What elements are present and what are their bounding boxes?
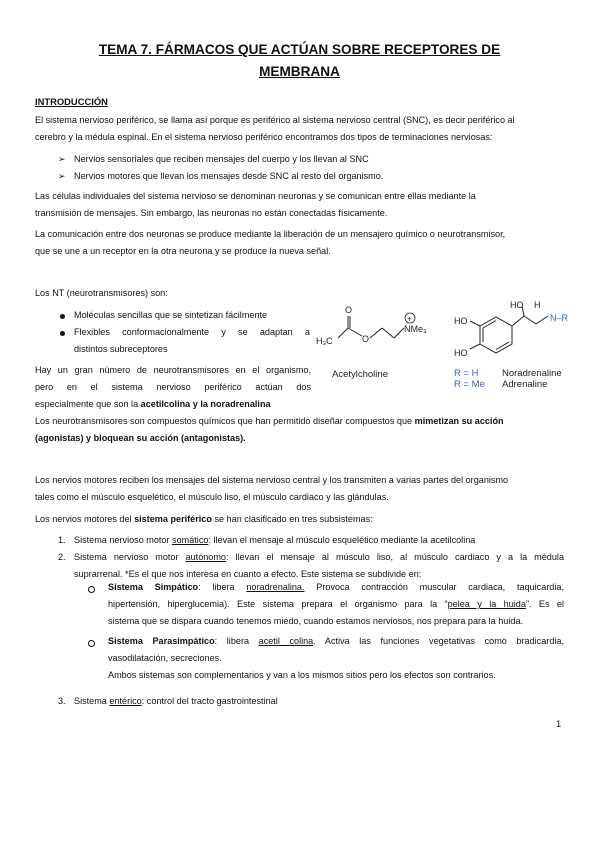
sympathetic-system: Sistema Simpático: libera noradrenalina. Provoca contracción muscular cardiaca, taquicardia, hipertensión, hiperglucemia). Este sistema prepara el organismo para la “pelea y la huida”. Es el sistema que se dispara cuando tenemos miedo, cuando estamos nerviosos, nos prepara para la huida. <box>108 582 564 626</box>
hydrogen-label: H <box>534 300 541 310</box>
page-title-line-1: TEMA 7. FÁRMACOS QUE ACTÚAN SOBRE RECEPTORES DE <box>98 42 501 57</box>
intro-paragraph-1: El sistema nervioso periférico, se llama así porque es periférico al sistema nervioso central (SNC), es decir periférico al cerebro y la médula espinal. En el sistema nervioso periférico encontramos dos tipos de terminaciones nerviosas: <box>35 115 515 142</box>
r-equals-h-label: R = H <box>454 368 479 379</box>
nt-lead: Los NT (neurotransmisores) son: <box>35 288 168 298</box>
ach-plus-label: + <box>407 314 412 324</box>
circle-bullet-icon <box>88 586 95 593</box>
parasympathetic-system: Sistema Parasimpático: libera acetil colina. Activa las funciones vegetativas como bradicardia, vasodilatación, secreciones. Ambos sistemas son complementarios y van a los mismos sitios pero los efectos son contrarios. <box>108 636 564 680</box>
acetylcholine-label: Acetylcholine <box>332 369 388 380</box>
intro-paragraph-2: Las células individuales del sistema nervioso se denominan neuronas y se comunican entre ellas mediante la transmisión de mensajes. Sin embargo, las neuronas no están conectadas físicamente. <box>35 191 476 218</box>
page-number: 1 <box>556 718 562 729</box>
ach-h3c-label: H₃C <box>316 336 333 346</box>
catechol-ho-bottom: HO <box>454 348 468 358</box>
motor-paragraph-2: Los nervios motores del sistema periférico se han clasificado en tres subsistemas: <box>35 514 373 524</box>
bullet-motor: Nervios motores que llevan los mensajes desde SNC al resto del organismo. <box>74 171 384 181</box>
r-equals-me-label: R = Me <box>454 379 485 390</box>
ach-o-label-top: O <box>345 305 353 315</box>
bullet-sensory: Nervios sensoriales que reciben mensajes del cuerpo y los llevan al SNC <box>74 154 369 164</box>
nt-paragraph-agonists: Los neurotransmisores son compuestos químicos que han permitido diseñar compuestos que mimetizan su acción (agonistas) y bloquean su acción (antagonistas). <box>35 416 504 443</box>
list-item-autonomic: Sistema nervioso motor autónomo: llevan el mensaje al músculo liso, al músculo cardiaco y a la médula suprarrenal. *Es el que nos interesa en cuanto a efecto. Este sistema se subdivide en: <box>74 552 565 579</box>
list-item-somatic: Sistema nervioso motor somático: llevan el mensaje al músculo esquelético mediante la acetilcolina <box>74 535 476 545</box>
acetylcholine-structure <box>338 316 404 338</box>
adrenaline-label: Adrenaline <box>502 379 548 390</box>
arrow-bullet-icon: ➢ <box>58 154 66 164</box>
list-number: 2. <box>58 552 66 562</box>
amine-nr-label: N–R <box>550 313 569 323</box>
intro-paragraph-3: La comunicación entre dos neuronas se produce mediante la liberación de un mensajero químico o neurotransmisor, que se une a un receptor en la otra neurona y se produce la nueva señal. <box>35 229 506 256</box>
noradrenaline-label: Noradrenaline <box>502 368 562 379</box>
bullet-dot-icon <box>60 331 65 336</box>
arrow-bullet-icon: ➢ <box>58 171 66 181</box>
list-number: 1. <box>58 535 66 545</box>
list-item-enteric: Sistema entérico: control del tracto gastrointestinal <box>74 696 278 706</box>
nt-paragraph: Hay un gran número de neurotransmisores en el organismo, pero en el sistema nervioso periférico actúan dos especialmente que son la acetilcolina y la noradrenalina <box>35 365 311 409</box>
neurotransmitter-structures-figure <box>312 298 582 390</box>
bullet-dot-icon <box>60 314 65 319</box>
intro-heading: INTRODUCCIÓN <box>35 96 108 107</box>
nt-bullet-flexible: Flexibles conformacionalmente y se adaptan a distintos subreceptores <box>74 327 310 354</box>
motor-paragraph-1: Los nervios motores reciben los mensajes del sistema nervioso central y los transmiten a varias partes del organismo tales como el músculo esquelético, el músculo liso, el músculo cardiaco y las glándulas. <box>35 475 509 502</box>
nt-bullet-simple: Moléculas sencillas que se sintetizan fácilmente <box>74 310 268 320</box>
page-title-line-2: MEMBRANA <box>259 64 340 79</box>
catecholamine-structure <box>470 306 548 353</box>
circle-bullet-icon <box>88 640 95 647</box>
ach-nme3-label: NMe₃ <box>404 324 427 334</box>
bold-acetylcholine-noradrenaline: acetilcolina y la noradrenalina <box>140 399 271 409</box>
hydroxyl-label: HO <box>510 300 524 310</box>
catechol-ho-top: HO <box>454 316 468 326</box>
ach-o-label-ester: O <box>362 334 370 344</box>
list-number: 3. <box>58 696 66 706</box>
